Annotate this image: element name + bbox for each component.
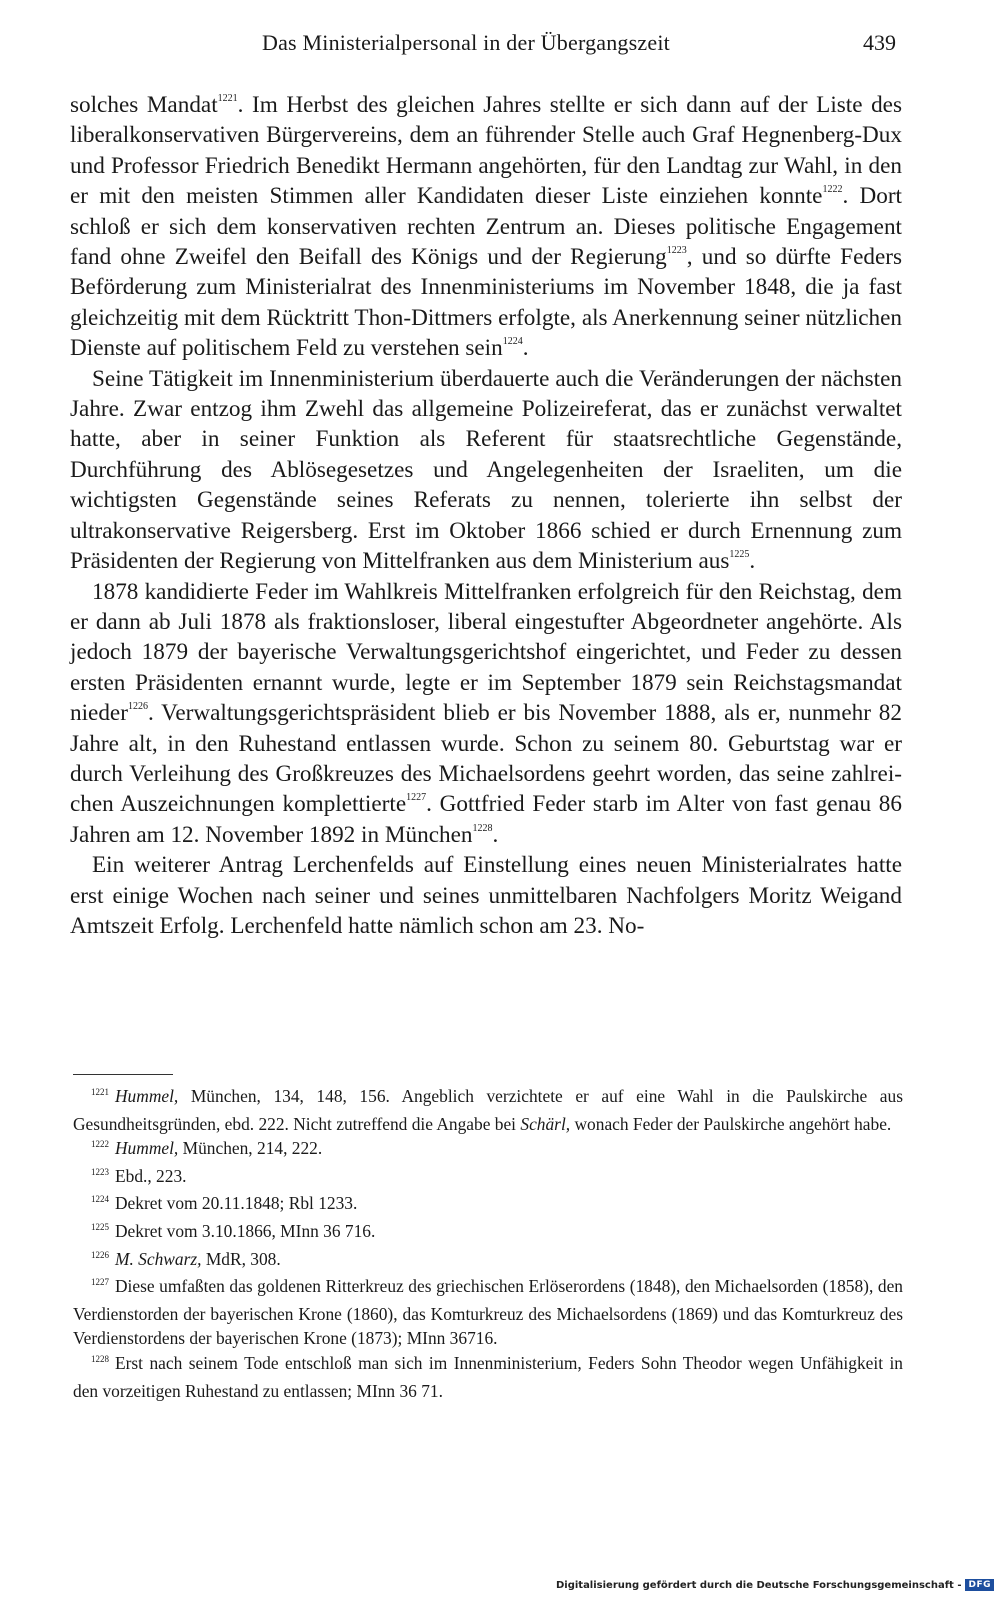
footnote bbox=[73, 1084, 903, 1136]
paragraph bbox=[70, 577, 902, 851]
footnote bbox=[73, 1274, 903, 1351]
paragraph bbox=[70, 850, 902, 941]
footnote bbox=[73, 1219, 903, 1247]
footnote-number: 1221 bbox=[91, 1087, 109, 1097]
text-run: . bbox=[492, 821, 499, 848]
footnote-number: 1224 bbox=[91, 1194, 109, 1205]
cited-author: Hummel, bbox=[115, 1086, 179, 1106]
credit-text: Digitalisierung gefördert durch die Deutsche Forschungsgemeinschaft - bbox=[555, 1579, 962, 1591]
cited-author: Hummel, bbox=[115, 1138, 179, 1159]
footnote-ref: 1228 bbox=[472, 822, 493, 834]
footnote bbox=[73, 1191, 903, 1219]
text-run: Dekret vom 3.10.1866, MInn 36 716. bbox=[115, 1220, 376, 1241]
footnote bbox=[73, 1136, 903, 1164]
paragraph bbox=[70, 90, 902, 364]
text-run: . Im Herbst des gleichen Jahres stellte er sich dann auf der Liste des liberalkonservativen Bürgervereins, dem an führender Stelle auch Graf Hegnenberg-Dux und Professor Friedrich Benedikt Hermann angehörten, für den Landtag zur Wahl, in den er mit den meisten Stimmen aller Kandidaten dieser Liste einziehen konnte bbox=[70, 92, 902, 210]
text-run: 1878 kandidierte Feder im Wahlkreis Mittelfranken erfolgreich für den Reichstag, dem er dann ab Juli 1878 als fraktionsloser, liberal eingestufter Abgeordneter angehörte. Als jedoch 1879 der bayerische Verwaltungsgerichtshof eingerichtet, und Feder zu dessen ersten Präsidenten ernannt wurde, legte er im September 1879 sein Reichstagsmandat nieder bbox=[70, 578, 902, 727]
paragraph bbox=[70, 364, 902, 577]
text-run: . Verwaltungsgerichtspräsident blieb er bis November 1888, als er, nunmehr 82 Jahre alt, in den Ruhestand entlassen wurde. Schon zu seinem 80. Geburtstag war er durch Verleihung des Großkreuzes des Michaelsordens geehrt worden, das seine zahlreichen Auszeichnungen komplettierte bbox=[70, 700, 902, 818]
text-run: . Gottfried Feder starb im Alter von fast genau 86 Jahren am 12. November 1892 in München bbox=[70, 791, 902, 848]
cited-author: Schärl, bbox=[520, 1113, 571, 1134]
footnotes bbox=[73, 1084, 903, 1403]
text-run: Dekret vom 20.11.1848; Rbl 1233. bbox=[115, 1193, 358, 1214]
footnote-number: 1223 bbox=[91, 1166, 109, 1177]
text-run: München, 214, 222. bbox=[178, 1138, 323, 1159]
footnote-separator bbox=[73, 1074, 173, 1075]
page-number: 439 bbox=[863, 30, 896, 55]
footnote-ref: 1224 bbox=[502, 336, 523, 348]
text-run: , und so dürfte Feders Beförderung zum Ministerialrat des Innenministeriums im November 1848, die ja fast gleichzeitig mit dem Rücktritt Thon-Dittmers erfolgte, als Anerkennung seiner nützlichen Dienste auf politischem Feld zu verstehen sein bbox=[70, 244, 902, 362]
text-run: Ein weiterer Antrag Lerchenfelds auf Einstellung eines neuen Ministerialrates hatte erst einige Wochen nach seiner und seines unmittelbaren Nachfolgers Moritz Weigand Amtszeit Erfolg. Lerchenfeld hatte nämlich schon am 23. No- bbox=[70, 852, 902, 939]
footnote bbox=[73, 1164, 903, 1192]
footnote bbox=[73, 1247, 903, 1275]
footnote-number: 1222 bbox=[91, 1139, 109, 1150]
footnote-number: 1226 bbox=[91, 1249, 109, 1260]
text-run: . bbox=[749, 548, 756, 575]
footnote-ref: 1223 bbox=[666, 245, 687, 257]
text-run: Ebd., 223. bbox=[115, 1165, 187, 1186]
footnote-ref: 1227 bbox=[406, 792, 427, 804]
text-run: MdR, 308. bbox=[201, 1248, 281, 1269]
text-run: Seine Tätigkeit im Innenministerium überdauerte auch die Veränderungen der nächsten Jahre. Zwar entzog ihm Zwehl das allgemeine Polizeireferat, das er zunächst verwaltet hatte, aber in seiner Funktion als Referent für staatsrechtliche Gegenstände, Durchführung des Ablösegesetzes und Angelegenheiten der Israeliten, um die wichtigsten Gegenstände seines Referats zu nennen, tolerierte ihn selbst der ultrakonservative Reigersberg. Erst im Oktober 1866 schied er durch Ernennung zum Präsidenten der Regierung von Mittelfranken aus dem Ministerium aus bbox=[70, 365, 902, 575]
footnote-number: 1227 bbox=[91, 1277, 109, 1288]
footnote-number: 1225 bbox=[91, 1221, 109, 1232]
footnote-ref: 1225 bbox=[729, 549, 750, 561]
footnote-ref: 1222 bbox=[822, 184, 843, 196]
text-run: wonach Feder der Paulskirche angehört habe. bbox=[570, 1113, 892, 1134]
footnote bbox=[73, 1351, 903, 1403]
cited-author: M. Schwarz, bbox=[115, 1248, 202, 1269]
text-run: solches Mandat bbox=[70, 92, 218, 118]
dfg-logo: DFG bbox=[965, 1579, 994, 1591]
text-run: . Dort schloß er sich dem konservativen rechten Zentrum an. Dieses politische Engagement fand ohne Zweifel den Beifall des Königs und der Regierung bbox=[70, 183, 902, 271]
body-text bbox=[70, 90, 902, 941]
footnote-number: 1228 bbox=[91, 1353, 109, 1364]
text-run: . bbox=[522, 335, 529, 362]
footnote-ref: 1226 bbox=[127, 701, 148, 713]
footnote-ref: 1221 bbox=[217, 93, 238, 104]
digitization-credit bbox=[556, 1576, 994, 1594]
running-header bbox=[72, 30, 900, 62]
text-run: Diese umfaßten das goldenen Ritterkreuz des griechischen Erlöserordens (1848), den Michaelsorden (1858), den Verdienstorden der bayerischen Krone (1860), das Komturkreuz des Michaelsordens (1869) und das Komturkreuz des Verdienstordens der bayerischen Krone (1873); MInn 36716. bbox=[73, 1276, 903, 1349]
running-title: Das Ministerialpersonal in der Übergangszeit bbox=[262, 30, 670, 55]
text-run: Erst nach seinem Tode entschloß man sich im Innenministerium, Feders Sohn Theodor wegen Unfähigkeit in den vorzeitigen Ruhestand zu entlassen; MInn 36 71. bbox=[73, 1352, 903, 1401]
text-run: München, 134, 148, 156. Angeblich verzichtete er auf eine Wahl in die Paulskirche aus Gesundheitsgründen, ebd. 222. Nicht zutreffend die Angabe bei bbox=[73, 1086, 903, 1134]
